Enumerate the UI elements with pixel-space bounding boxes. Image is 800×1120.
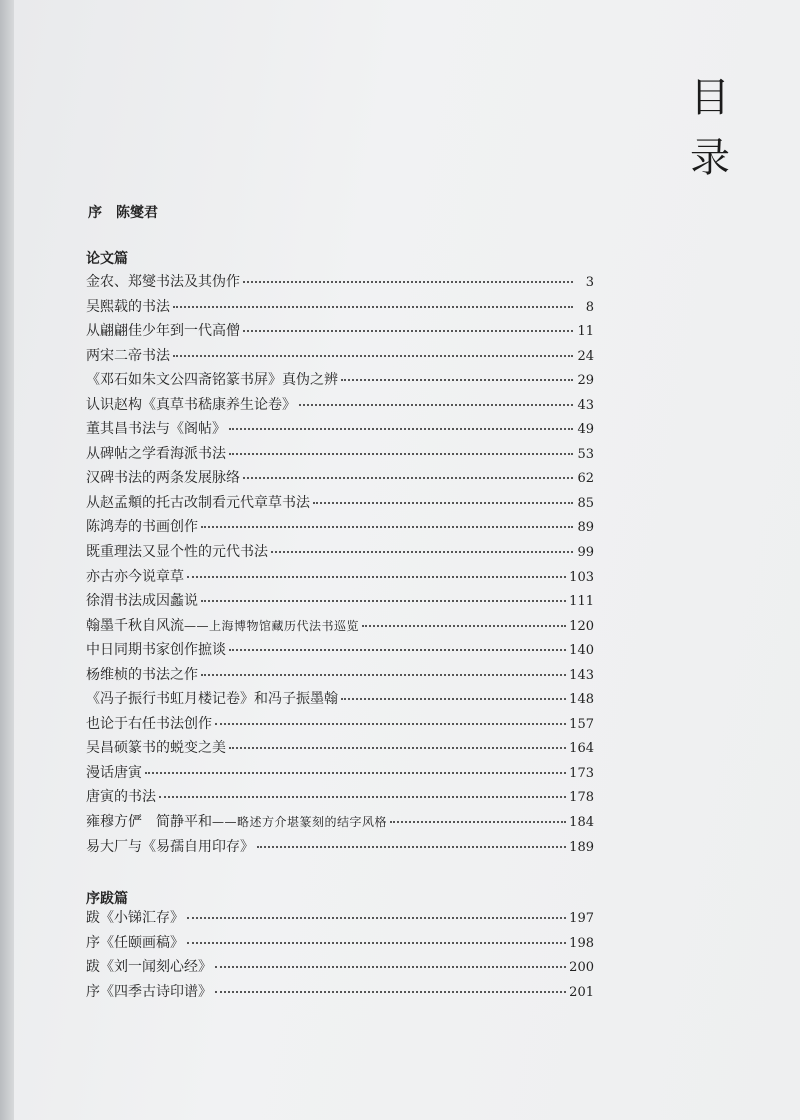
toc-entry-title: 《邓石如朱文公四斋铭篆书屏》真伪之辨 [86,372,338,389]
toc-entry[interactable] [86,368,594,393]
toc-leader-dots [229,746,566,749]
toc-entry-title: 跋《小锑汇存》 [86,910,184,926]
toc-page-number: 143 [569,667,594,683]
toc-page-number: 184 [569,815,594,831]
toc-page-number: 8 [585,299,594,315]
toc-entry[interactable] [86,638,594,663]
toc-leader-dots [187,941,566,944]
toc-leader-dots [215,722,566,725]
toc-entry[interactable] [86,270,594,295]
toc-leader-dots [145,771,566,774]
page-title-char-2: 录 [690,135,730,181]
toc-entry[interactable] [86,442,594,467]
toc-entry-title: 认识赵构《真草书嵇康养生论卷》 [86,396,296,413]
preface-label: 序 [88,205,102,221]
preface-line [88,202,158,222]
toc-leader-dots [243,476,573,479]
toc-page-number: 24 [577,348,594,364]
toc-entry[interactable] [86,515,594,540]
toc-leader-dots [201,673,566,676]
toc-entry-subtitle: ——略述方介堪篆刻的结字风格 [212,815,388,830]
toc-entry[interactable] [86,835,594,860]
preface-author: 陈燮君 [116,205,158,221]
page-title-char-1: 目 [690,75,730,121]
toc-leader-dots [187,916,566,919]
toc-leader-dots [173,305,573,308]
toc-entry[interactable] [86,712,594,737]
toc-entry[interactable] [86,785,594,810]
toc-page-number: 173 [569,765,594,781]
toc-page-number: 62 [577,471,594,487]
toc-page-number: 120 [569,618,594,634]
toc-leader-dots [201,599,566,602]
toc-leader-dots [187,575,566,578]
toc-entry-title: 从赵孟頫的托古改制看元代章草书法 [86,494,310,511]
toc-entry[interactable] [86,980,594,1005]
toc-leader-dots [173,354,573,357]
toc-entry-title: 跋《刘一闻刻心经》 [86,959,212,976]
toc-leader-dots [201,525,573,528]
toc-page-number: 197 [569,911,594,926]
section-heading-essays: 论文篇 [86,251,128,267]
toc-entry-title: 序《四季古诗印谱》 [86,983,212,1000]
toc-entry[interactable] [86,810,594,835]
toc-leader-dots [362,624,566,627]
toc-page-number: 99 [577,545,594,561]
toc-entry-title: 漫话唐寅 [86,764,142,781]
toc-page-number: 85 [577,495,594,511]
toc-entry-title: 《冯子振行书虹月楼记卷》和冯子振墨翰 [86,691,338,708]
toc-entry[interactable] [86,955,594,980]
toc-entry[interactable] [86,906,594,931]
toc-entry-title: 翰墨千秋自风流 [86,617,184,634]
toc-page-number: 189 [569,839,594,855]
toc-entry[interactable] [86,491,594,516]
toc-page-number: 200 [569,960,594,976]
toc-entry-title: 亦古亦今说章草 [86,568,184,585]
toc-entry-title: 汉碑书法的两条发展脉络 [86,470,240,487]
toc-leader-dots [215,990,566,993]
toc-page-number: 89 [577,520,594,536]
toc-entry-title: 序《任颐画稿》 [86,934,184,951]
toc-entry-title: 易大厂与《易孺自用印存》 [86,838,254,855]
toc-page-number: 11 [577,324,594,340]
toc-page-number: 49 [577,422,594,438]
toc-entry-title: 唐寅的书法 [86,789,156,806]
toc-leader-dots [229,427,573,430]
toc-entry-title: 陈鸿寿的书画创作 [86,519,198,536]
toc-entry[interactable] [86,614,594,639]
toc-page-number: 198 [569,935,594,951]
toc-entry[interactable] [86,931,594,956]
toc-page-number: 111 [569,594,594,610]
toc-entry[interactable] [86,393,594,418]
toc-leader-dots [229,648,566,651]
toc-entry[interactable] [86,344,594,369]
toc-leader-dots [243,280,573,283]
toc-entry-title: 从碑帖之学看海派书法 [86,445,226,462]
toc-entry-title: 吴熙载的书法 [86,298,170,315]
toc-entry-title: 中日同期书家创作摭谈 [86,642,226,659]
toc-entry[interactable] [86,466,594,491]
toc-entry[interactable] [86,540,594,565]
book-spine-edge [0,0,14,1120]
toc-page-number: 43 [577,397,594,413]
toc-entry[interactable] [86,417,594,442]
toc-entry-title: 杨维桢的书法之作 [86,666,198,683]
toc-list-prefaces [86,906,594,1004]
toc-entry-title: 金农、郑燮书法及其伪作 [86,274,240,290]
toc-leader-dots [257,845,566,848]
toc-leader-dots [341,378,573,381]
toc-page-number: 164 [569,741,594,757]
toc-page-number: 178 [569,790,594,806]
toc-entry[interactable] [86,589,594,614]
toc-leader-dots [341,697,566,700]
toc-entry[interactable] [86,761,594,786]
toc-entry-title: 也论于右任书法创作 [86,715,212,732]
toc-entry-title: 两宋二帝书法 [86,347,170,364]
toc-page-number: 140 [569,643,594,659]
toc-entry-title: 徐渭书法成因蠡说 [86,593,198,610]
toc-leader-dots [271,550,573,553]
toc-entry[interactable] [86,663,594,688]
toc-entry-title: 雍穆方俨 简静平和 [86,814,212,831]
toc-page-number: 53 [577,446,594,462]
toc-leader-dots [229,452,573,455]
toc-list-essays [86,270,594,859]
toc-entry-subtitle: ——上海博物馆藏历代法书巡览 [184,618,360,633]
toc-page-number: 148 [569,692,594,708]
toc-page-number: 29 [577,373,594,389]
toc-leader-dots [299,403,573,406]
toc-entry[interactable] [86,565,594,590]
toc-page-number: 3 [585,275,594,290]
toc-entry[interactable] [86,319,594,344]
toc-entry[interactable] [86,736,594,761]
toc-entry-title: 既重理法又显个性的元代书法 [86,544,268,561]
toc-leader-dots [243,329,573,332]
toc-leader-dots [390,820,566,823]
toc-page-number: 201 [569,984,594,1000]
toc-entry-title: 吴昌硕篆书的蜕变之美 [86,740,226,757]
toc-leader-dots [159,795,566,798]
toc-entry-title: 董其昌书法与《阁帖》 [86,421,226,438]
toc-entry[interactable] [86,295,594,320]
toc-page-number: 157 [569,716,594,732]
toc-entry-title: 从翩翩佳少年到一代高僧 [86,323,240,340]
toc-leader-dots [313,501,573,504]
section-heading-prefaces: 序跋篇 [86,891,128,907]
toc-page-number: 103 [569,569,594,585]
toc-leader-dots [215,965,566,968]
toc-entry[interactable] [86,687,594,712]
